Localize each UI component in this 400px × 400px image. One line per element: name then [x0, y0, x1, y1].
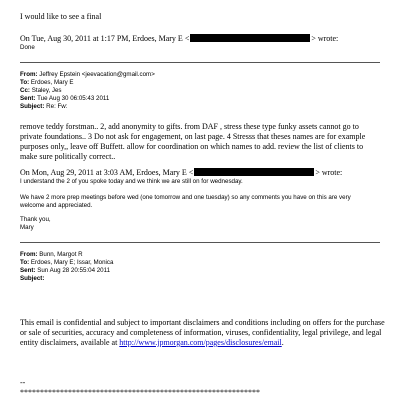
header2-subject: Subject:	[20, 275, 45, 282]
disclaimer-line-2: or sale of securities, accuracy and completeness of information, viruses, confidentiality, legal privilege, and legal	[20, 328, 382, 337]
disclosures-link[interactable]: http://www.jpmorgan.com/pages/disclosures/email	[119, 338, 282, 347]
header2-to: To: Erdoes, Mary E; Issar, Monica	[20, 259, 114, 266]
header1-subject: Subject: Re: Fw:	[20, 103, 68, 110]
body1-line-2: private foundations.. 3 Do not ask for engagement, on last page. 4 Stresss that theses names are for example	[20, 132, 366, 141]
quote2-line-1: I understand the 2 of you spoke today and we think we are still on for wednesday.	[20, 178, 243, 185]
redaction-box	[194, 168, 314, 176]
sender-email: Jeffrey Epstein <jeevacation@gmail.com>	[39, 71, 155, 78]
quote1-prefix: On Tue, Aug 30, 2011 at 1:17 PM, Erdoes, Mary E <	[20, 34, 190, 43]
quote2-attribution: On Mon, Aug 29, 2011 at 3:03 AM, Erdoes, Mary E < > wrote:	[20, 168, 343, 177]
disclaimer-line-3: entity disclaimers, available at http://www.jpmorgan.com/pages/disclosures/email.	[20, 338, 284, 347]
quote2-signature: Mary	[20, 224, 34, 231]
redaction-box	[190, 34, 310, 42]
footer-dashes: --	[20, 378, 26, 387]
body1-line-1: remove teddy forstman.. 2, add anonymity to gifts. from DAF , stress these type funky assets cannot go to	[20, 122, 359, 131]
header1-to: To: Erdoes, Mary E	[20, 79, 74, 86]
divider	[20, 242, 380, 243]
header2-sent: Sent: Sun Aug 28 20:55:04 2011	[20, 267, 111, 274]
header2-from: From: Bunn, Margot R	[20, 251, 83, 258]
quote2-thanks: Thank you,	[20, 216, 51, 223]
footer-stars: ************************************************************	[20, 388, 260, 397]
quote1-body: Done	[20, 44, 35, 51]
divider	[20, 62, 380, 63]
body1-line-4: make sure politically correct..	[20, 152, 116, 161]
quote1-attribution	[20, 34, 338, 44]
disclaimer-line-1: This email is confidential and subject to important disclaimers and conditions including on offers for the purchase	[20, 318, 385, 327]
header1-sent: Sent: Tue Aug 30 06:05:43 2011	[20, 95, 110, 102]
quote1-suffix: > wrote:	[311, 34, 339, 43]
quote2-line-2b: welcome and appreciated.	[20, 202, 93, 209]
top-line: I would like to see a final	[20, 12, 102, 21]
body1-line-3: purposes only,, leave off Buffett. allow for coordination on which names to add. review the list of clients to	[20, 142, 364, 151]
header1-from: From: Jeffrey Epstein <jeevacation@gmail.com>	[20, 71, 155, 78]
quote2-line-2a: We have 2 more prep meetings before wed (one tomorrow and one tuesday) so any comments you have on this are very	[20, 194, 351, 201]
header1-cc: Cc: Staley, Jes	[20, 87, 62, 94]
